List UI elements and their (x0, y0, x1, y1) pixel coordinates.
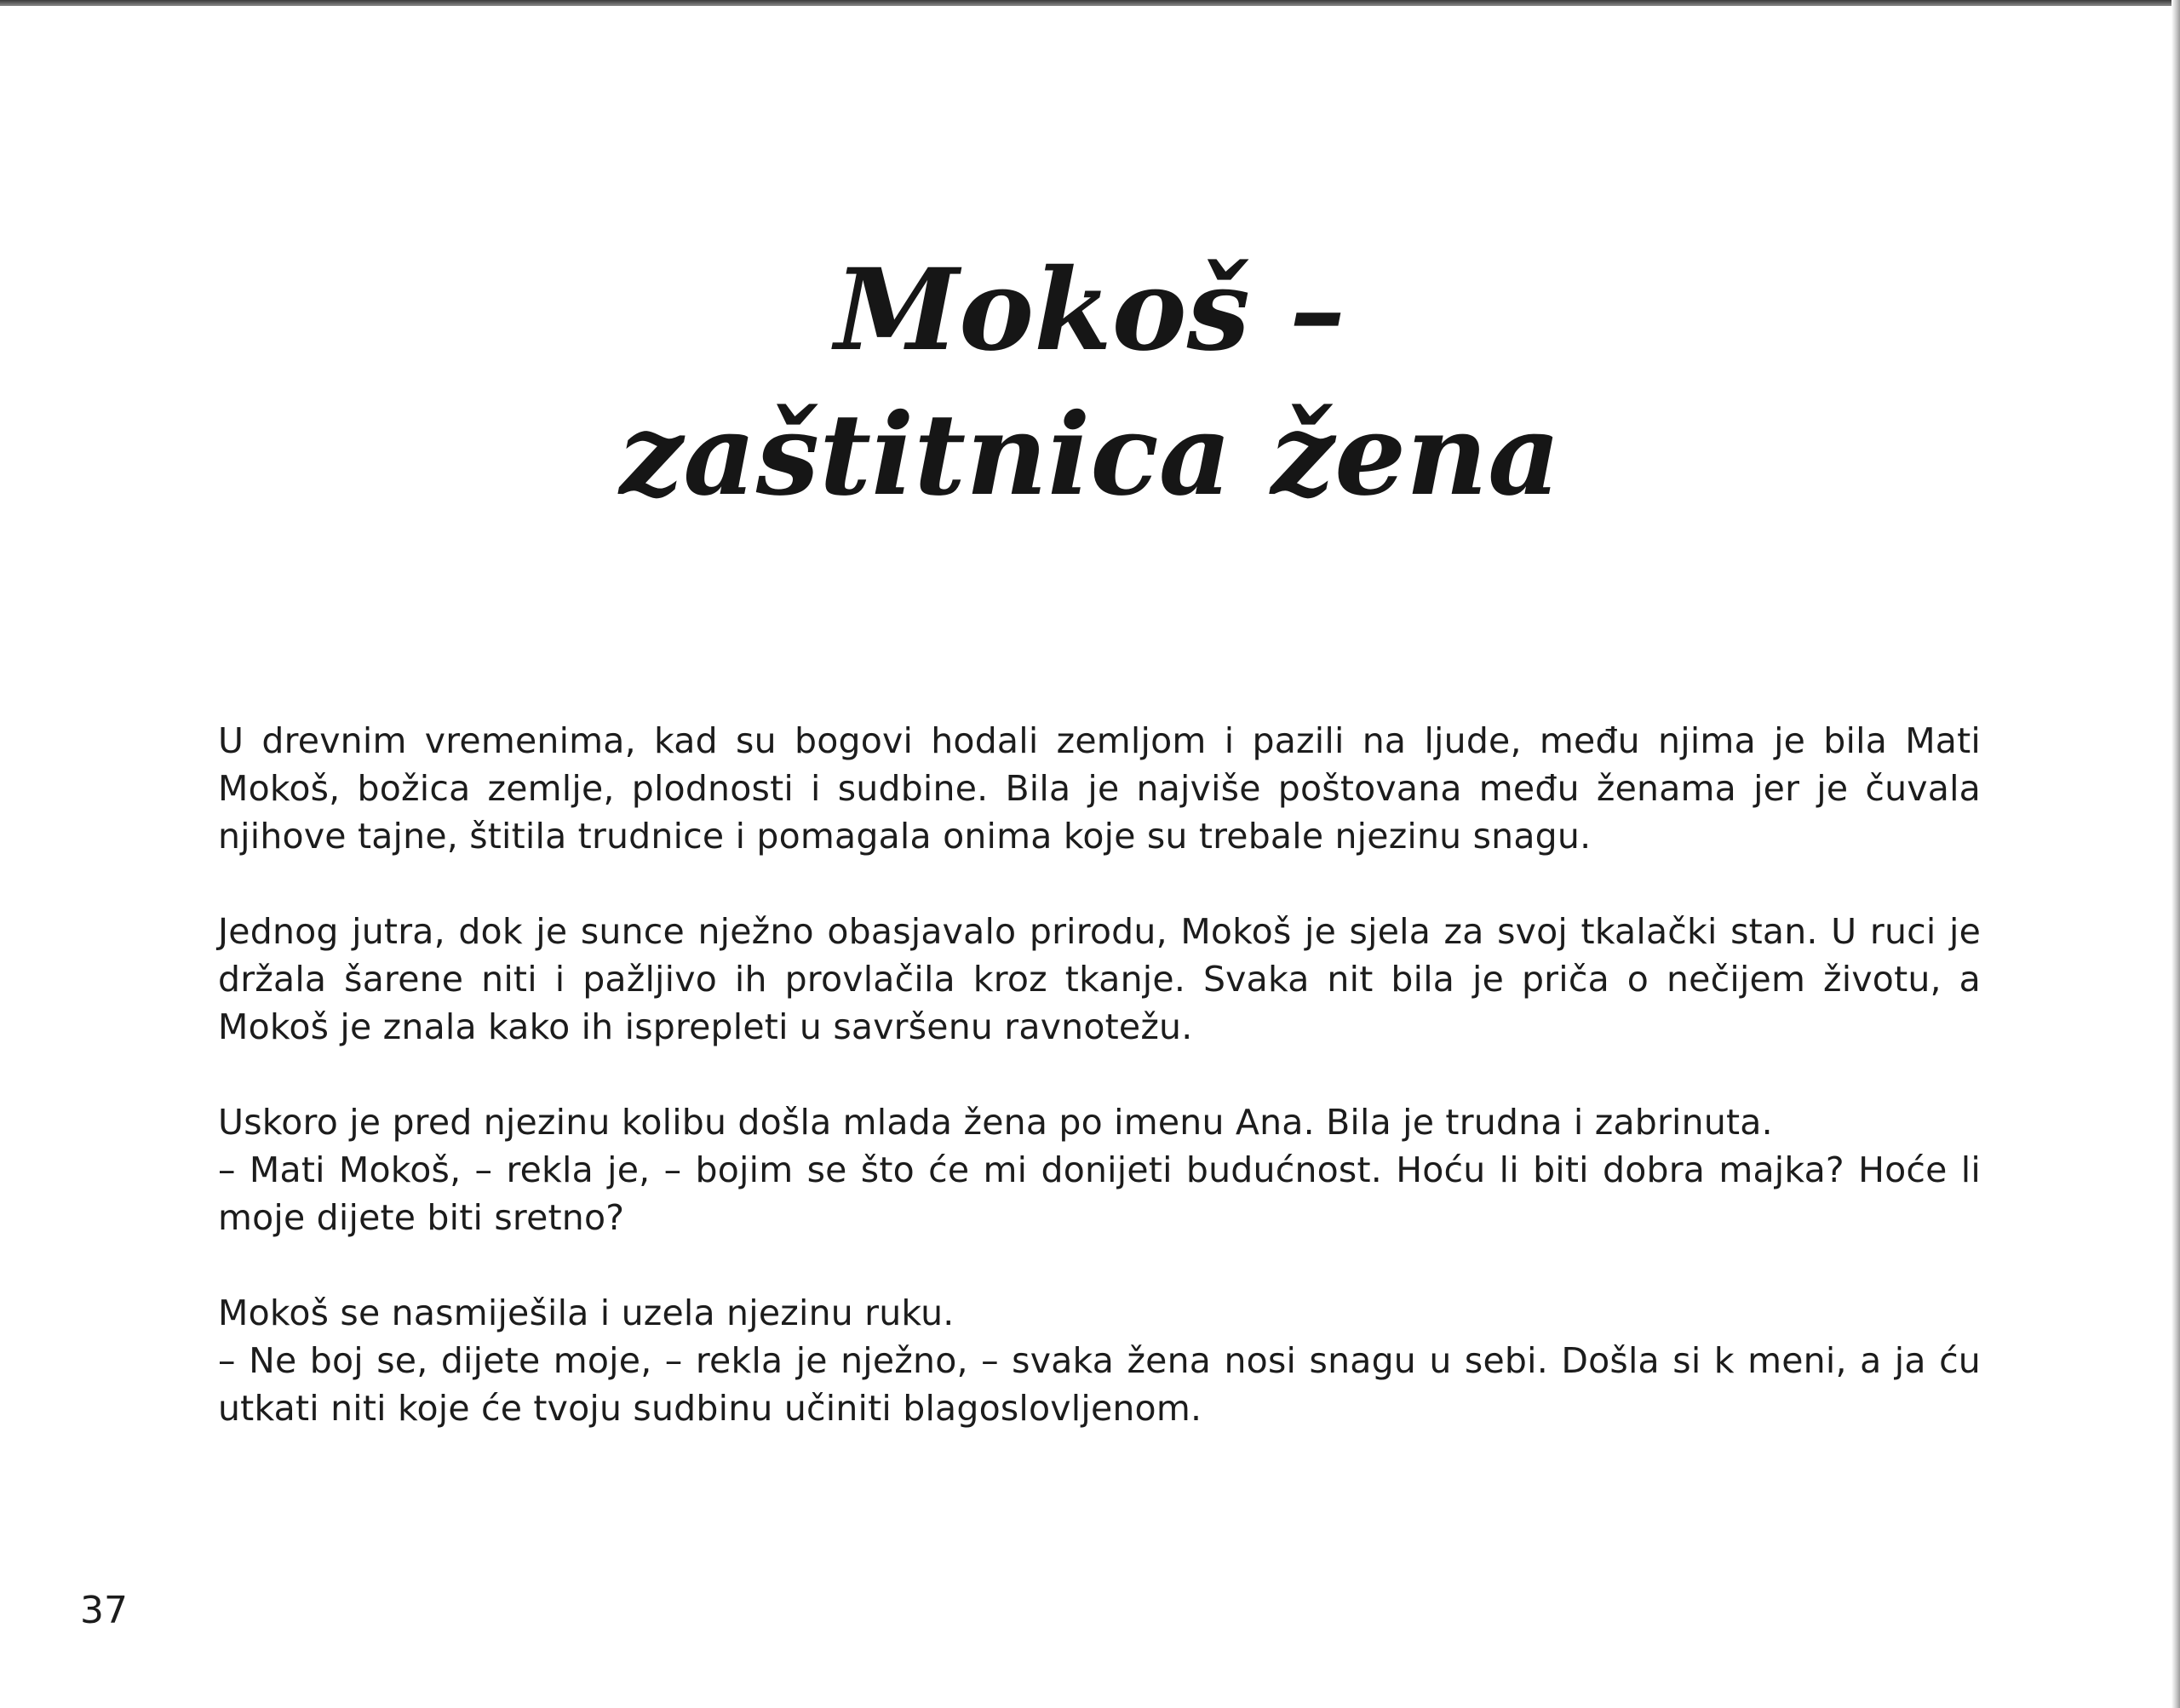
page-title (0, 238, 2180, 528)
paragraph-line: U drevnim vremenima, kad su bogovi hodali zemljom i pazili na ljude, među njima je bila Mati Mokoš, božica zemlje, plodnosti i sudbine. Bila je najviše poštovana među ženama jer je čuvala njihove tajne, štitila trudnice i pomagala onima koje su trebale njezinu snagu. (218, 720, 1981, 857)
paragraph-4 (218, 1289, 1981, 1432)
story-text (218, 717, 1981, 1480)
paragraph-1 (218, 717, 1981, 860)
scan-top-edge (0, 0, 2180, 6)
paragraph-line: – Ne boj se, dijete moje, – rekla je nježno, – svaka žena nosi snagu u sebi. Došla si k meni, a ja ću utkati niti koje će tvoju sudbinu učiniti blagoslovljenom. (218, 1340, 1981, 1429)
title-line-1: Mokoš – (835, 244, 1345, 376)
paragraph-line: Uskoro je pred njezinu kolibu došla mlada žena po imenu Ana. Bila je trudna i zabrinuta. (218, 1102, 1773, 1143)
title-line-2: zaštitnica žena (619, 389, 1561, 521)
paragraph-line: – Mati Mokoš, – rekla je, – bojim se što će mi donijeti budućnost. Hoću li biti dobra majka? Hoće li moje dijete biti sretno? (218, 1149, 1981, 1238)
paragraph-line: Jednog jutra, dok je sunce nježno obasjavalo prirodu, Mokoš je sjela za svoj tkalački stan. U ruci je držala šarene niti i pažljivo ih provlačila kroz tkanje. Svaka nit bila je priča o nečijem životu, a Mokoš je znala kako ih isprepleti u savršenu ravnotežu. (218, 911, 1981, 1047)
paragraph-line: Mokoš se nasmiješila i uzela njezinu ruku. (218, 1292, 955, 1333)
paragraph-3 (218, 1098, 1981, 1241)
paragraph-2 (218, 908, 1981, 1051)
page-number: 37 (80, 1589, 128, 1632)
